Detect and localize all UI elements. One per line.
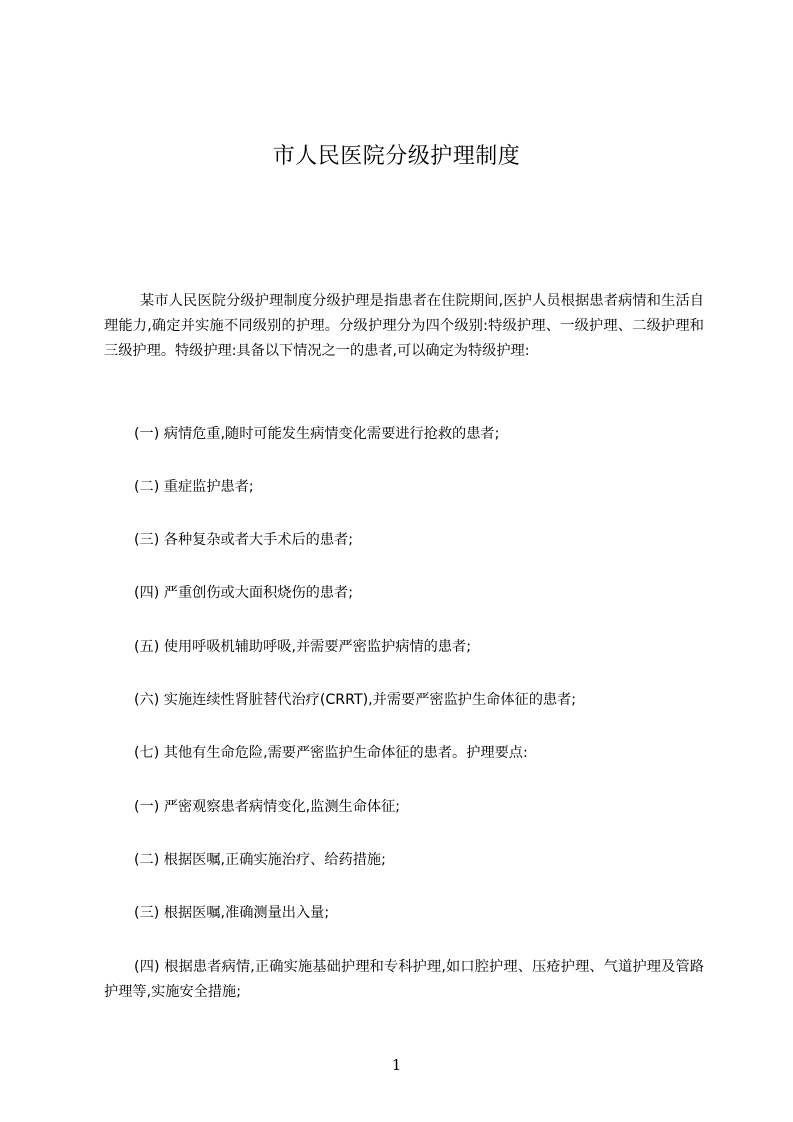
list-item: (四) 严重创伤或大面积烧伤的患者; <box>134 585 353 601</box>
list-item: (七) 其他有生命危险,需要严密监护生命体征的患者。护理要点: <box>134 745 528 761</box>
document-title: 市人民医院分级护理制度 <box>272 144 521 169</box>
list-item: (五) 使用呼吸机辅助呼吸,并需要严密监护病情的患者; <box>134 639 471 655</box>
list-item: (三) 各种复杂或者大手术后的患者; <box>134 532 353 548</box>
list-item: (一) 严密观察患者病情变化,监测生命体征; <box>134 799 401 815</box>
intro-paragraph: 某市人民医院分级护理制度分级护理是指患者在住院期间,医护人员根据患者病情和生活自理能力,确定并实施不同级别的护理。分级护理分为四个级别:特级护理、一级护理、二级护理和三级护理。特级护理:具备以下情况之一的患者,可以确定为特级护理: <box>104 293 704 359</box>
list-item: (二) 根据医嘱,正确实施治疗、给药措施; <box>134 852 386 868</box>
list-item: (四) 根据患者病情,正确实施基础护理和专科护理,如口腔护理、压疮护理、气道护理及管路护理等,实施安全措施; <box>104 959 704 1000</box>
list-item: (二) 重症监护患者; <box>134 479 254 495</box>
list-item: (一) 病情危重,随时可能发生病情变化需要进行抢救的患者; <box>134 426 500 442</box>
list-item: (三) 根据医嘱,准确测量出入量; <box>134 905 330 921</box>
list-item: (六) 实施连续性肾脏替代治疗(CRRT),并需要严密监护生命体征的患者; <box>134 692 577 708</box>
page-number: 1 <box>391 1056 402 1074</box>
